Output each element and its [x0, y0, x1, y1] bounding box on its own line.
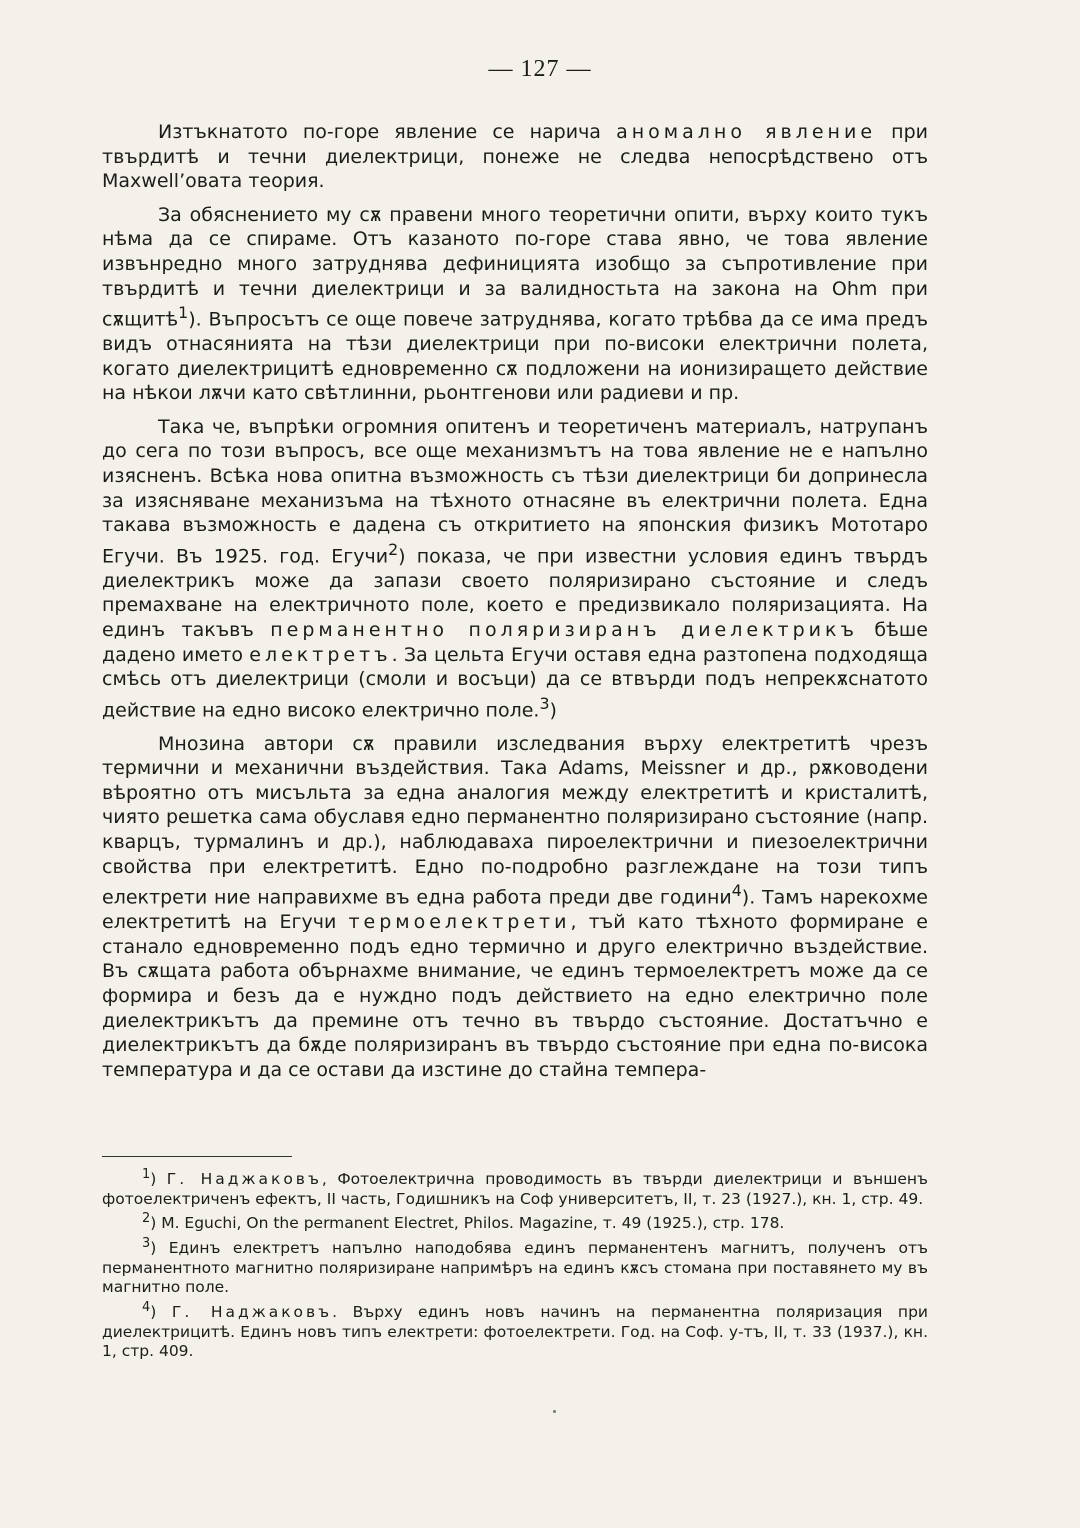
emphasized-term: перманентно поляризиранъ диелектрикъ — [270, 618, 858, 641]
footnotes — [102, 1165, 928, 1362]
footnote-divider — [102, 1156, 292, 1157]
footnote-ref-1[interactable]: 1 — [178, 303, 189, 323]
scan-speck — [553, 1410, 556, 1413]
footnote-3: $^3$) Единъ електретъ напълно наподобява единъ перманентенъ магнитъ, полученъ отъ перманентното магнитно поляризиране напримѣръ на единъ кѫсъ стомана при поставянето му въ магнитно поле. — [102, 1236, 928, 1297]
footnote-1: $^1$) Г. Наджаковъ, Фотоелектрична проводимость въ твърди диелектрици и външенъ фотоелектриченъ ефектъ, II часть, Годишникъ на Соф университетъ, II, т. 23 (1927.), кн. 1, стр. 49. — [102, 1167, 928, 1208]
emphasized-term: електретъ — [249, 643, 392, 666]
paragraph-4: Мнозина автори сѫ правили изследвания върху електретитѣ чрезъ термични и механични въздействия. Така Adams, Meissner и др., рѫководени вѣроятно отъ мисъльта за една аналогия между електретитѣ и кристалитѣ, чиято решетка сама обуславя едно перманентно поляризирано състояние (напр. кварцъ, турмалинъ и др.), наблюдаваха пироелектрични и пиезоелектрични свойства при електретитѣ. Едно по-подробно разглеждане на този типъ електрети ние направихме въ една работа преди две години$^4$). Тамъ нарекохме електретитѣ на Егучи термоелектрети, тъй като тѣхното формиране е станало едновременно подъ едно термично и друго електрично въздействие. Въ сѫщата работа обърнахме внимание, че единъ термоелектретъ може да се формира и безъ да е нуждно подъ действието на едно електрично поле диелектрикътъ да премине отъ течно въ твърдо състояние. Достатъчно е диелектрикътъ да бѫде поляризиранъ въ твърдо състояние при една по-висока температура и да се остави да изстине до стайна темпера- — [102, 732, 928, 1081]
emphasized-term: термоелектрети — [348, 911, 571, 934]
page-number: — 127 — — [488, 56, 592, 82]
footnote-ref-2[interactable]: 2 — [388, 539, 399, 559]
paragraph-2: За обяснението му сѫ правени много теоретични опити, върху които тукъ нѣма да се спираме. Отъ казаното по-горе става явно, че това явление извънредно много затруднява дефиницията изобщо за съпротивление при твърдитѣ и течни диелектрици и за валидностьта на закона на Ohm при сѫщитѣ$^1$). Въпросътъ се още повече затруднява, когато трѣбва да се има предъ видъ отнасянията на тѣзи диелектрици при по-високи електрични полета, когато диелектрицитѣ едновременно сѫ подложени на ионизиращето действие на нѣкои лѫчи като свѣтлинни, рьонтгенови или радиеви и пр. — [102, 203, 928, 405]
footnote-2: $^2$) M. Eguchi, On the permanent Electret, Philos. Magazine, т. 49 (1925.), стр. 178. — [142, 1211, 785, 1233]
footnote-author: Г. Наджаковъ — [166, 1170, 322, 1189]
emphasized-term: аномално явление — [616, 121, 877, 143]
footnote-author: Г. Наджаковъ — [171, 1303, 333, 1322]
paragraph-3: Така че, въпрѣки огромния опитенъ и теоретиченъ материалъ, натрупанъ до сега по този въпросъ, все още механизмътъ на това явление не е напълно изясненъ. Всѣка нова опитна възможность съ тѣзи диелектрици би допринесла за изясняване механизъма на тѣхното отнасяне въ електрични полета. Една такава възможность е дадена съ откритието на японския физикъ Мототаро Егучи. Въ 1925. год. Егучи$^2$) показа, че при известни условия единъ твърдъ диелектрикъ може да запази своето поляризирано състояние и следъ премахване на електричното поле, което е предизвикало поляризацията. На единъ такъвъ перманентно поляризиранъ диелектрикъ бѣше дадено името електретъ. За цельта Егучи оставя една разтопена подходяща смѣсь отъ диелектрици (смоли и восъци) да се втвърди подъ непрекѫснатото действие на едно високо електрично поле.$^3$) — [102, 415, 929, 722]
paragraph-1: Изтъкнатото по-горе явление се нарича аномално явление при твърдитѣ и течни диелектрици, понеже не следва непосрѣдствено отъ Maxwell’овата теория. — [102, 121, 928, 193]
footnote-ref-3[interactable]: 3 — [539, 693, 550, 713]
footnote-4: $^4$) Г. Наджаковъ. Върху единъ новъ начинъ на перманентна поляризация при диелектрицитѣ. Единъ новъ типъ електрети: фотоелектрети. Год. на Соф. у-тъ, II, т. 33 (1937.), кн. 1, стр. 409. — [102, 1300, 928, 1361]
main-text — [102, 120, 928, 1091]
footnote-ref-4[interactable]: 4 — [731, 881, 742, 901]
